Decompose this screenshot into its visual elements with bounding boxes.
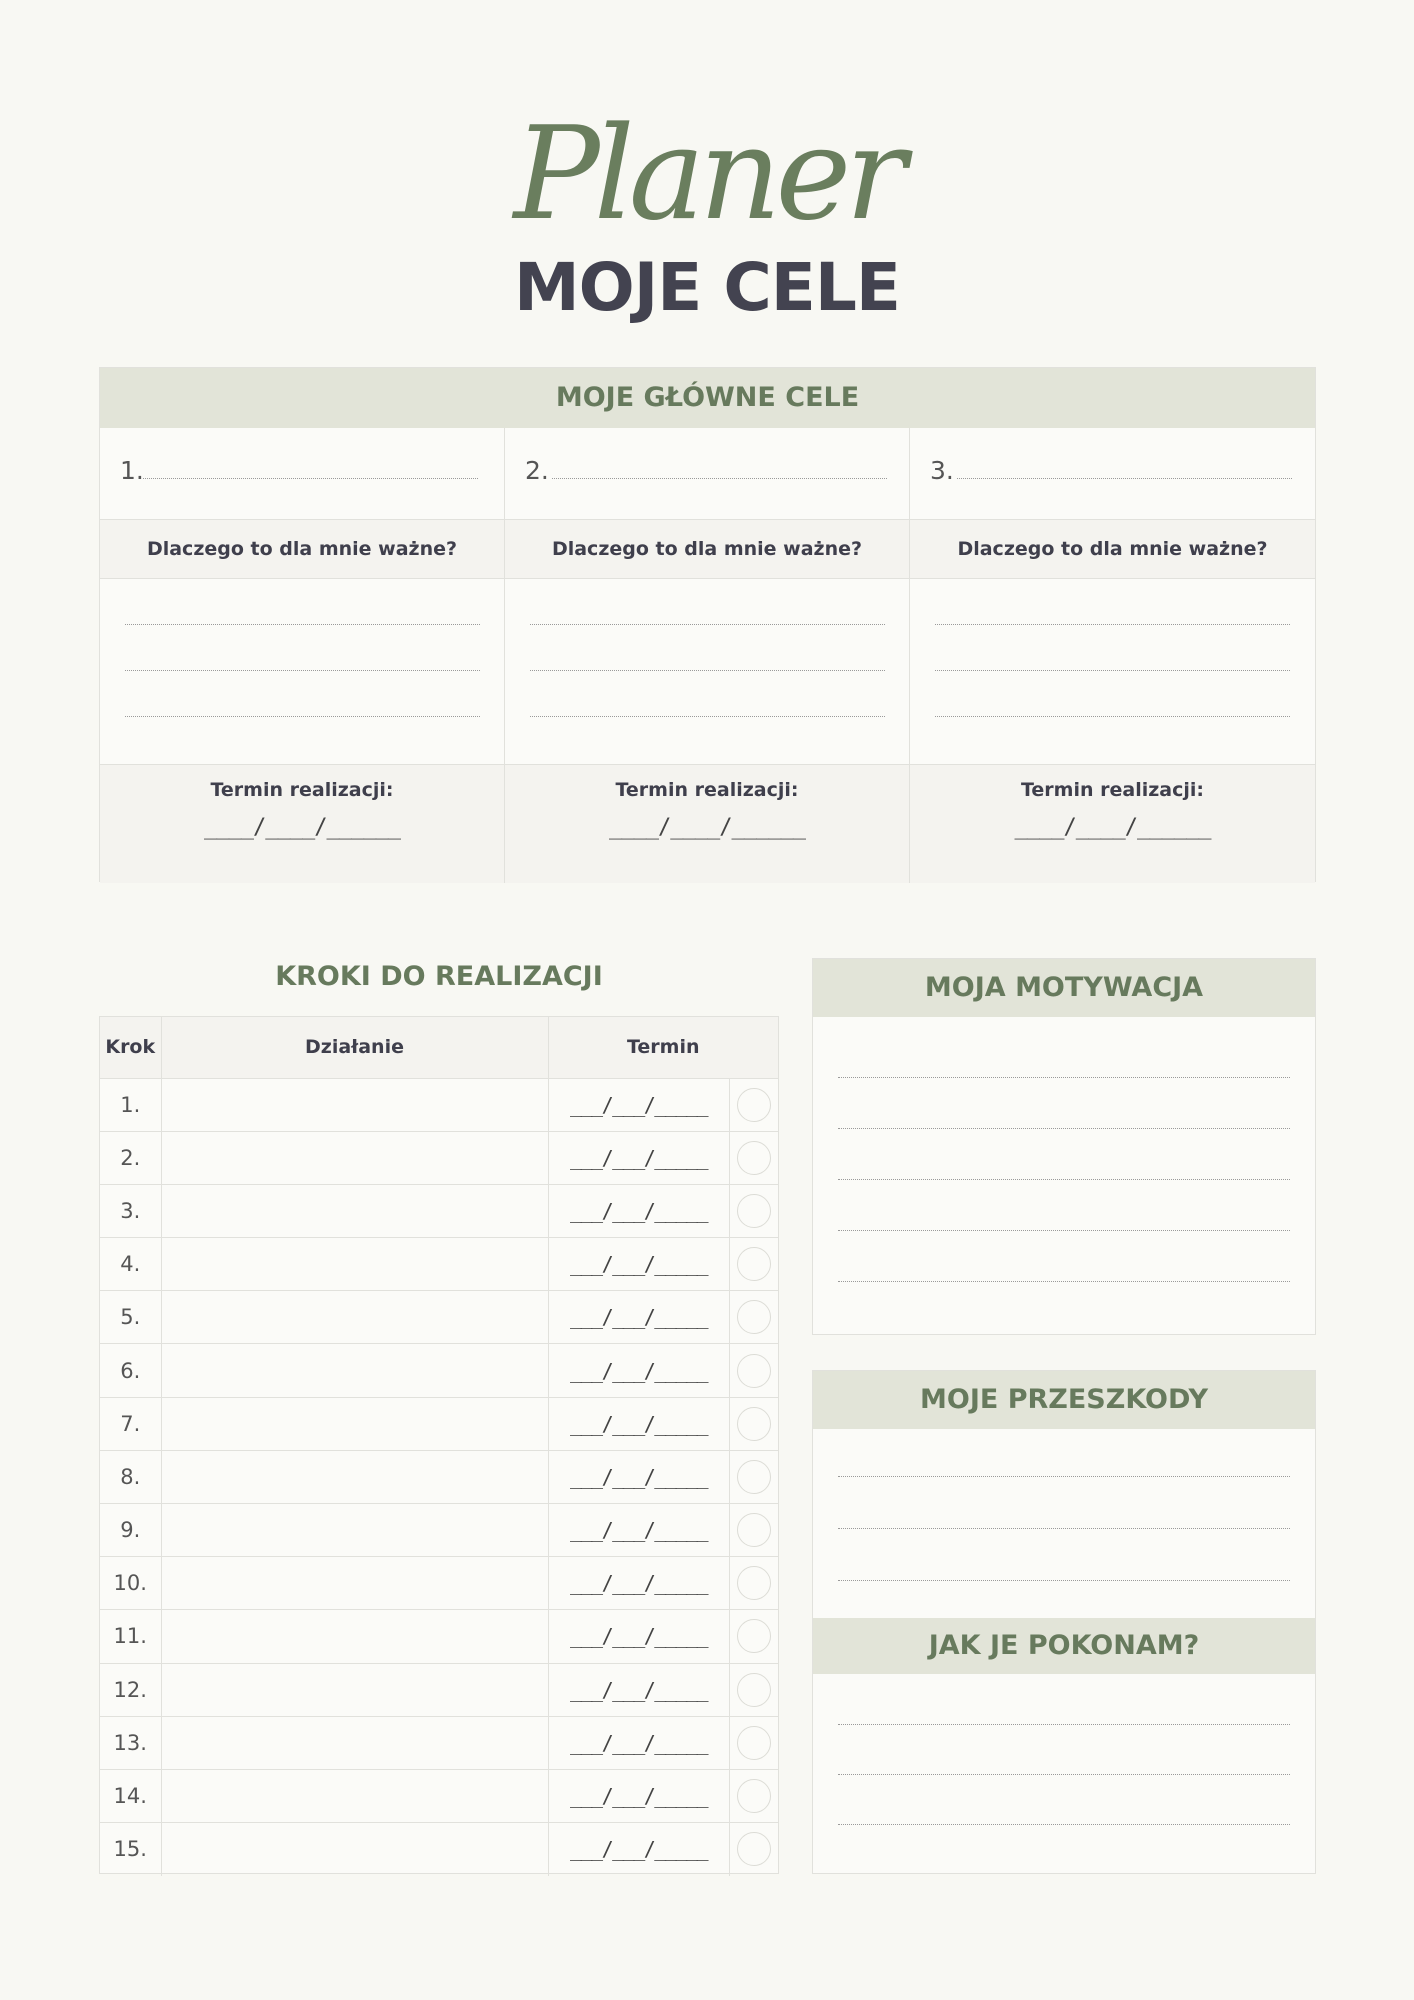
deadline-date-field[interactable]: ____/____/______	[1014, 815, 1211, 840]
step-done-checkbox[interactable]	[729, 1716, 778, 1769]
step-done-checkbox[interactable]	[729, 1504, 778, 1557]
steps-table	[99, 1016, 779, 1874]
step-deadline-field[interactable]: ___/___/_____	[548, 1238, 729, 1291]
why-line[interactable]	[125, 670, 480, 671]
table-row	[100, 1344, 778, 1397]
step-deadline-field[interactable]: ___/___/_____	[548, 1131, 729, 1184]
why-important-label: Dlaczego to dla mnie ważne?	[100, 519, 504, 579]
circle-checkbox-icon[interactable]	[737, 1141, 771, 1175]
circle-checkbox-icon[interactable]	[737, 1566, 771, 1600]
goal-input-line[interactable]	[143, 478, 478, 479]
obstacles-heading: MOJE PRZESZKODY	[813, 1371, 1315, 1429]
table-row	[100, 1504, 778, 1557]
step-number: 15.	[100, 1823, 161, 1876]
table-row	[100, 1184, 778, 1237]
step-number: 14.	[100, 1769, 161, 1822]
table-row	[100, 1291, 778, 1344]
step-number: 6.	[100, 1344, 161, 1397]
step-deadline-field[interactable]: ___/___/_____	[548, 1557, 729, 1610]
deadline-label: Termin realizacji:	[615, 779, 799, 801]
step-action-field[interactable]	[161, 1184, 548, 1237]
main-goals-table	[99, 367, 1316, 882]
step-done-checkbox[interactable]	[729, 1557, 778, 1610]
step-deadline-field[interactable]: ___/___/_____	[548, 1663, 729, 1716]
step-action-field[interactable]	[161, 1663, 548, 1716]
step-number: 8.	[100, 1450, 161, 1503]
motivation-line[interactable]	[838, 1077, 1290, 1078]
step-deadline-field[interactable]: ___/___/_____	[548, 1610, 729, 1663]
step-number: 7.	[100, 1397, 161, 1450]
step-action-field[interactable]	[161, 1610, 548, 1663]
table-row	[100, 1610, 778, 1663]
overcome-line[interactable]	[838, 1724, 1290, 1725]
step-number: 3.	[100, 1184, 161, 1237]
motivation-box	[812, 958, 1316, 1335]
step-action-field[interactable]	[161, 1344, 548, 1397]
step-number: 2.	[100, 1131, 161, 1184]
step-deadline-field[interactable]: ___/___/_____	[548, 1716, 729, 1769]
step-number: 5.	[100, 1291, 161, 1344]
step-action-field[interactable]	[161, 1504, 548, 1557]
step-done-checkbox[interactable]	[729, 1450, 778, 1503]
step-action-field[interactable]	[161, 1769, 548, 1822]
circle-checkbox-icon[interactable]	[737, 1673, 771, 1707]
circle-checkbox-icon[interactable]	[737, 1513, 771, 1547]
step-done-checkbox[interactable]	[729, 1238, 778, 1291]
planner-script-title: Planer	[513, 100, 901, 249]
step-number: 13.	[100, 1716, 161, 1769]
obstacle-line[interactable]	[838, 1580, 1290, 1581]
step-action-field[interactable]	[161, 1238, 548, 1291]
goal-input-line[interactable]	[552, 478, 887, 479]
why-line[interactable]	[935, 624, 1290, 625]
step-done-checkbox[interactable]	[729, 1291, 778, 1344]
step-action-field[interactable]	[161, 1078, 548, 1131]
motivation-line[interactable]	[838, 1128, 1290, 1129]
obstacle-line[interactable]	[838, 1528, 1290, 1529]
why-line[interactable]	[125, 624, 480, 625]
table-row	[100, 1131, 778, 1184]
table-row	[100, 1238, 778, 1291]
circle-checkbox-icon[interactable]	[737, 1300, 771, 1334]
why-important-label: Dlaczego to dla mnie ważne?	[910, 519, 1315, 579]
steps-table-body	[100, 1078, 778, 1876]
deadline-date-field[interactable]: ____/____/______	[204, 815, 400, 840]
overcome-heading: JAK JE POKONAM?	[813, 1618, 1315, 1674]
step-deadline-field[interactable]: ___/___/_____	[548, 1397, 729, 1450]
step-action-field[interactable]	[161, 1823, 548, 1876]
step-action-field[interactable]	[161, 1397, 548, 1450]
circle-checkbox-icon[interactable]	[737, 1088, 771, 1122]
motivation-heading: MOJA MOTYWACJA	[813, 959, 1315, 1017]
step-deadline-field[interactable]: ___/___/_____	[548, 1184, 729, 1237]
step-action-field[interactable]	[161, 1291, 548, 1344]
motivation-line[interactable]	[838, 1230, 1290, 1231]
step-number: 11.	[100, 1610, 161, 1663]
why-line[interactable]	[935, 716, 1290, 717]
step-number: 1.	[100, 1078, 161, 1131]
goal-number: 1.	[120, 456, 144, 485]
table-row	[100, 1823, 778, 1876]
deadline-cell	[505, 764, 909, 883]
table-row	[100, 1716, 778, 1769]
obstacles-box	[812, 1370, 1316, 1874]
circle-checkbox-icon[interactable]	[737, 1354, 771, 1388]
circle-checkbox-icon[interactable]	[737, 1407, 771, 1441]
column-header-deadline: Termin	[548, 1017, 778, 1078]
circle-checkbox-icon[interactable]	[737, 1832, 771, 1866]
step-deadline-field[interactable]: ___/___/_____	[548, 1504, 729, 1557]
overcome-line[interactable]	[838, 1774, 1290, 1775]
circle-checkbox-icon[interactable]	[737, 1779, 771, 1813]
main-goals-heading: MOJE GŁÓWNE CELE	[100, 368, 1315, 428]
goal-number: 2.	[525, 456, 549, 485]
step-done-checkbox[interactable]	[729, 1823, 778, 1876]
column-header-action: Działanie	[161, 1017, 548, 1078]
page-title: MOJE CELE	[513, 249, 901, 326]
step-deadline-field[interactable]: ___/___/_____	[548, 1291, 729, 1344]
table-row	[100, 1557, 778, 1610]
circle-checkbox-icon[interactable]	[737, 1247, 771, 1281]
why-line[interactable]	[530, 716, 885, 717]
step-done-checkbox[interactable]	[729, 1663, 778, 1716]
goal-column-3	[910, 428, 1315, 883]
step-deadline-field[interactable]: ___/___/_____	[548, 1450, 729, 1503]
step-done-checkbox[interactable]	[729, 1397, 778, 1450]
step-done-checkbox[interactable]	[729, 1184, 778, 1237]
motivation-line[interactable]	[838, 1179, 1290, 1180]
step-action-field[interactable]	[161, 1716, 548, 1769]
table-row	[100, 1663, 778, 1716]
why-important-label: Dlaczego to dla mnie ważne?	[505, 519, 909, 579]
step-deadline-field[interactable]: ___/___/_____	[548, 1769, 729, 1822]
table-row	[100, 1769, 778, 1822]
step-done-checkbox[interactable]	[729, 1131, 778, 1184]
overcome-line[interactable]	[838, 1824, 1290, 1825]
deadline-label: Termin realizacji:	[210, 779, 394, 801]
why-line[interactable]	[935, 670, 1290, 671]
step-action-field[interactable]	[161, 1557, 548, 1610]
table-row	[100, 1078, 778, 1131]
step-done-checkbox[interactable]	[729, 1078, 778, 1131]
table-row	[100, 1397, 778, 1450]
step-number: 9.	[100, 1504, 161, 1557]
step-number: 10.	[100, 1557, 161, 1610]
circle-checkbox-icon[interactable]	[737, 1726, 771, 1760]
step-number: 12.	[100, 1663, 161, 1716]
step-action-field[interactable]	[161, 1450, 548, 1503]
column-header-step: Krok	[100, 1017, 161, 1078]
step-deadline-field[interactable]: ___/___/_____	[548, 1823, 729, 1876]
why-line[interactable]	[125, 716, 480, 717]
obstacle-line[interactable]	[838, 1476, 1290, 1477]
why-line[interactable]	[530, 624, 885, 625]
step-done-checkbox[interactable]	[729, 1610, 778, 1663]
goal-column-1	[100, 428, 505, 883]
deadline-cell	[100, 764, 504, 883]
step-deadline-field[interactable]: ___/___/_____	[548, 1344, 729, 1397]
step-deadline-field[interactable]: ___/___/_____	[548, 1078, 729, 1131]
goal-column-2	[505, 428, 910, 883]
deadline-cell	[910, 764, 1315, 883]
goal-input-line[interactable]	[957, 478, 1292, 479]
circle-checkbox-icon[interactable]	[737, 1460, 771, 1494]
circle-checkbox-icon[interactable]	[737, 1194, 771, 1228]
deadline-date-field[interactable]: ____/____/______	[609, 815, 805, 840]
why-line[interactable]	[530, 670, 885, 671]
step-done-checkbox[interactable]	[729, 1769, 778, 1822]
motivation-line[interactable]	[838, 1281, 1290, 1282]
table-row	[100, 1450, 778, 1503]
goal-number: 3.	[930, 456, 954, 485]
step-number: 4.	[100, 1238, 161, 1291]
deadline-label: Termin realizacji:	[1020, 779, 1204, 801]
step-done-checkbox[interactable]	[729, 1344, 778, 1397]
steps-heading: KROKI DO REALIZACJI	[275, 961, 603, 992]
circle-checkbox-icon[interactable]	[737, 1619, 771, 1653]
step-action-field[interactable]	[161, 1131, 548, 1184]
